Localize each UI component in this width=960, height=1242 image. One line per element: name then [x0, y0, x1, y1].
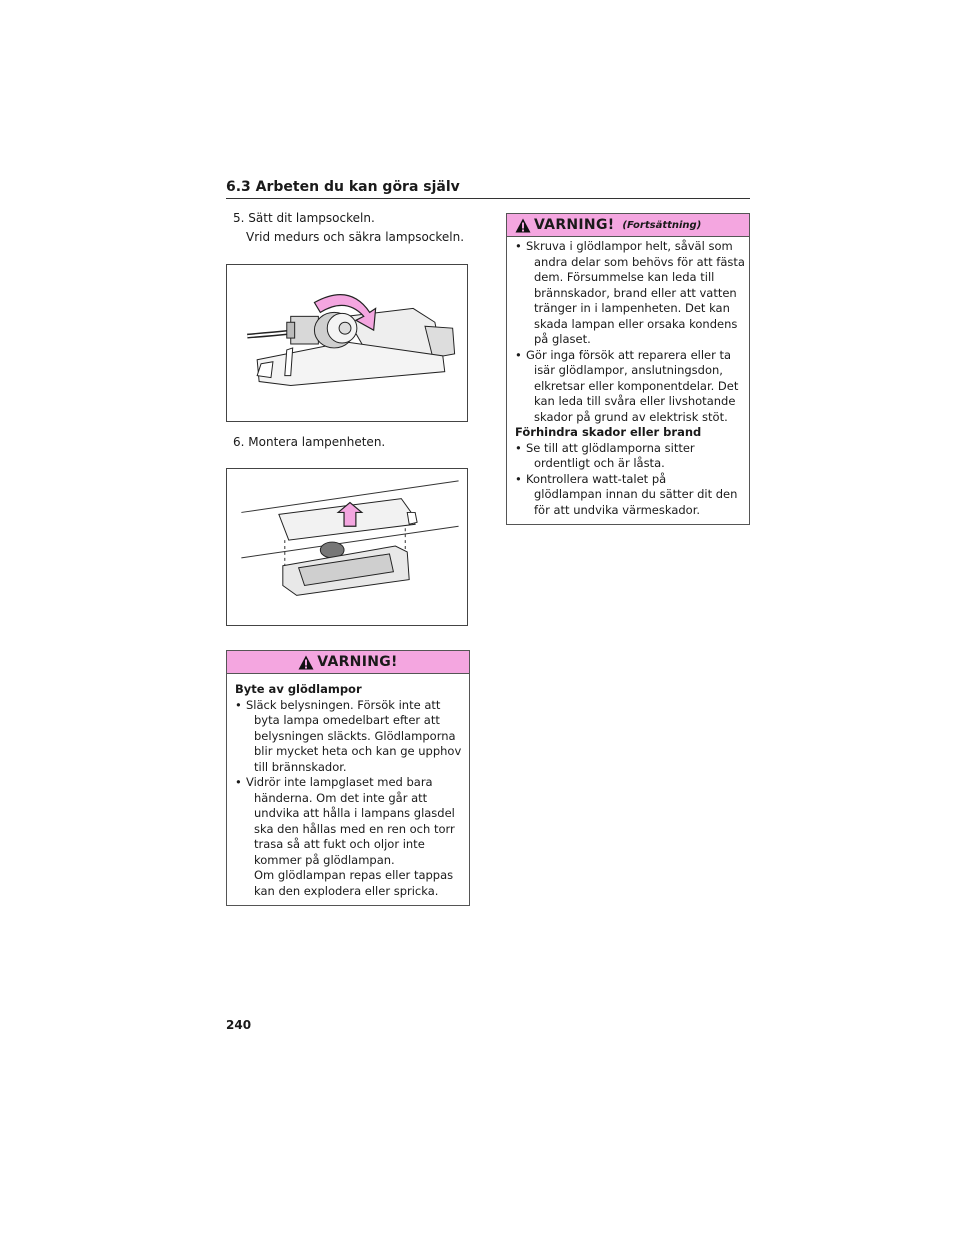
bullet-line: Skruva i glödlampor helt, såväl som [526, 239, 733, 253]
bullet-line: elkretsar eller komponentdelar. Det [534, 378, 739, 393]
warning-title: VARNING! [317, 654, 398, 670]
bullet-line: dem. Försummelse kan leda till [534, 270, 715, 284]
bullet-line: ordentligt och är låsta. [534, 456, 665, 470]
bullet-line: till brännskador. [254, 759, 347, 774]
step-6-title: 6. Montera lampenheten. [233, 435, 386, 449]
bullet-line: ska den hållas med en ren och torr [254, 821, 455, 836]
bullet-line: Vidrör inte lampglaset med bara [246, 775, 433, 789]
bullet-line: skada lampan eller orsaka kondens [534, 316, 738, 331]
bullet-line: belysningen släckts. Glödlamporna [254, 728, 456, 743]
bullet-line: kommer på glödlampan. [254, 852, 395, 867]
bullet-line: kan leda till svåra eller livshotande [534, 394, 736, 408]
bullet-line: Släck belysningen. Försök inte att [246, 697, 441, 712]
bullet-item [515, 441, 743, 472]
warning-title: VARNING! [534, 217, 615, 233]
warning-body [227, 674, 469, 905]
bullet-line: tränger in i lampenheten. Det kan [534, 301, 730, 315]
bullet-line: på glaset. [534, 332, 591, 346]
bullet-item [235, 775, 463, 899]
page-number: 240 [226, 1018, 252, 1032]
warning-triangle-icon [515, 218, 531, 233]
bullet-item [515, 348, 743, 426]
bullet-marker: • [515, 471, 522, 486]
figure-lamp-unit [226, 468, 468, 626]
bullet-marker: • [515, 347, 522, 362]
bullet-line: glödlampan innan du sätter dit den [534, 487, 738, 501]
bullet-marker: • [515, 239, 522, 253]
warning-body [507, 237, 749, 524]
bullet-line: för att undvika värmeskador. [534, 502, 701, 517]
figure-bulb-socket [226, 264, 468, 422]
bullet-item [515, 239, 743, 348]
bullet-line: Om glödlampan repas eller tappas [254, 868, 454, 882]
bullet-line: trasa så att fukt och oljor inte [254, 837, 425, 851]
bullet-line: brännskador, brand eller att vatten [534, 285, 737, 300]
bullet-line: undvika att hålla i lampans glasdel [254, 806, 455, 820]
warning-header [507, 214, 749, 237]
warning-bullet-list [515, 239, 743, 425]
bullet-line: händerna. Om det inte går att [254, 790, 428, 805]
warning-header [227, 651, 469, 674]
warning-box-main [226, 650, 470, 906]
bullet-line: isär glödlampor, anslutningsdon, [534, 363, 723, 377]
bullet-line: andra delar som behövs för att fästa [534, 254, 745, 269]
bullet-line: blir mycket heta och kan ge upphov [254, 744, 462, 758]
section-header: 6.3 Arbeten du kan göra själv [226, 178, 750, 199]
warning-triangle-icon [298, 655, 314, 670]
bullet-marker: • [235, 697, 242, 712]
warning-bullet-list [515, 441, 743, 519]
warning-subhead: Förhindra skador eller brand [515, 425, 702, 439]
continued-label: (Fortsättning) [622, 219, 702, 231]
step-5-title: 5. Sätt dit lampsockeln. [233, 211, 375, 225]
bullet-item [515, 472, 743, 519]
socket-illustration [227, 265, 467, 421]
bullet-marker: • [515, 440, 522, 455]
warning-bullet-list [235, 698, 463, 900]
bullet-line: kan den explodera eller spricka. [254, 883, 439, 898]
bullet-line: byta lampa omedelbart efter att [254, 713, 440, 727]
bullet-line: Gör inga försök att reparera eller ta [526, 347, 732, 362]
bullet-line: Kontrollera watt-talet på [526, 471, 667, 486]
step-5-detail: Vrid medurs och säkra lampsockeln. [246, 230, 465, 244]
lamp-unit-illustration [227, 469, 467, 625]
warning-subhead: Byte av glödlampor [235, 682, 362, 696]
bullet-item [235, 698, 463, 776]
warning-box-continued [506, 213, 750, 525]
bullet-line: skador på grund av elektrisk stöt. [534, 409, 728, 424]
bullet-line: Se till att glödlamporna sitter [526, 440, 695, 455]
bullet-marker: • [235, 775, 242, 789]
